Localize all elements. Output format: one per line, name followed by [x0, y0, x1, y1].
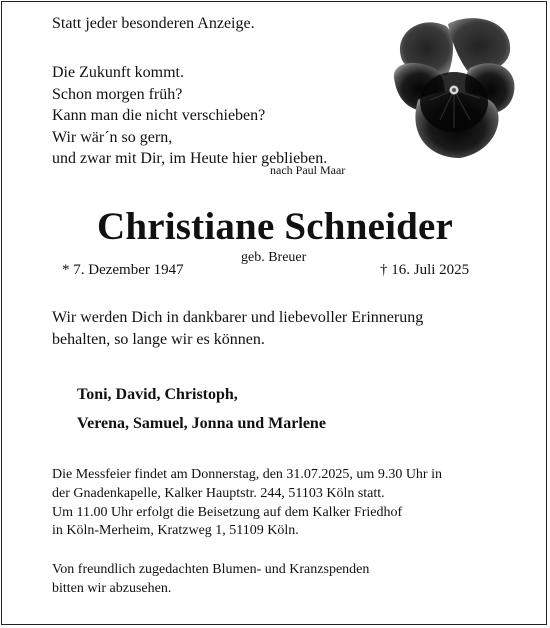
- intro-line: Statt jeder besonderen Anzeige.: [52, 15, 255, 32]
- birth-date: * 7. Dezember 1947: [62, 262, 184, 278]
- maiden-name: geb. Breuer: [241, 250, 307, 265]
- poem-line: und zwar mit Dir, im Heute hier geblieben.: [52, 150, 328, 167]
- poem-line: Wir wär´n so gern,: [52, 128, 173, 146]
- tribute-line: Wir werden Dich in dankbarer und liebevoller Erinnerung: [52, 309, 424, 326]
- poem-line: Die Zukunft kommt.: [52, 64, 184, 81]
- family-names-line: Toni, David, Christoph,: [77, 386, 238, 403]
- deceased-name: Christiane Schneider: [96, 205, 454, 248]
- details-line: Um 11.00 Uhr erfolgt die Beisetzung auf dem Kalker Friedhof: [52, 504, 403, 520]
- closing-line: bitten wir abzusehen.: [52, 580, 172, 596]
- details-line: in Köln-Merheim, Kratzweg 1, 51109 Köln.: [52, 523, 299, 539]
- poem-line: Schon morgen früh?: [52, 85, 183, 103]
- details-line: Die Messfeier findet am Donnerstag, den 31.07.2025, um 9.30 Uhr in: [52, 467, 442, 482]
- poem-line: Kann man die nicht verschieben?: [52, 107, 266, 124]
- service-details: [52, 466, 442, 541]
- tribute-line: behalten, so lange wir es können.: [52, 331, 265, 348]
- closing-line: Von freundlich zugedachten Blumen- und Kranzspenden: [52, 562, 370, 577]
- tribute-text: [52, 307, 423, 351]
- family-names-line: Verena, Samuel, Jonna und Marlene: [77, 415, 326, 432]
- poem: [52, 62, 327, 170]
- pansy-flower-image: [390, 12, 520, 162]
- closing-note: [52, 561, 369, 599]
- poem-credit: nach Paul Maar: [270, 163, 346, 177]
- details-line: der Gnadenkapelle, Kalker Hauptstr. 244, 51103 Köln statt.: [52, 485, 385, 501]
- death-date: † 16. Juli 2025: [380, 262, 470, 278]
